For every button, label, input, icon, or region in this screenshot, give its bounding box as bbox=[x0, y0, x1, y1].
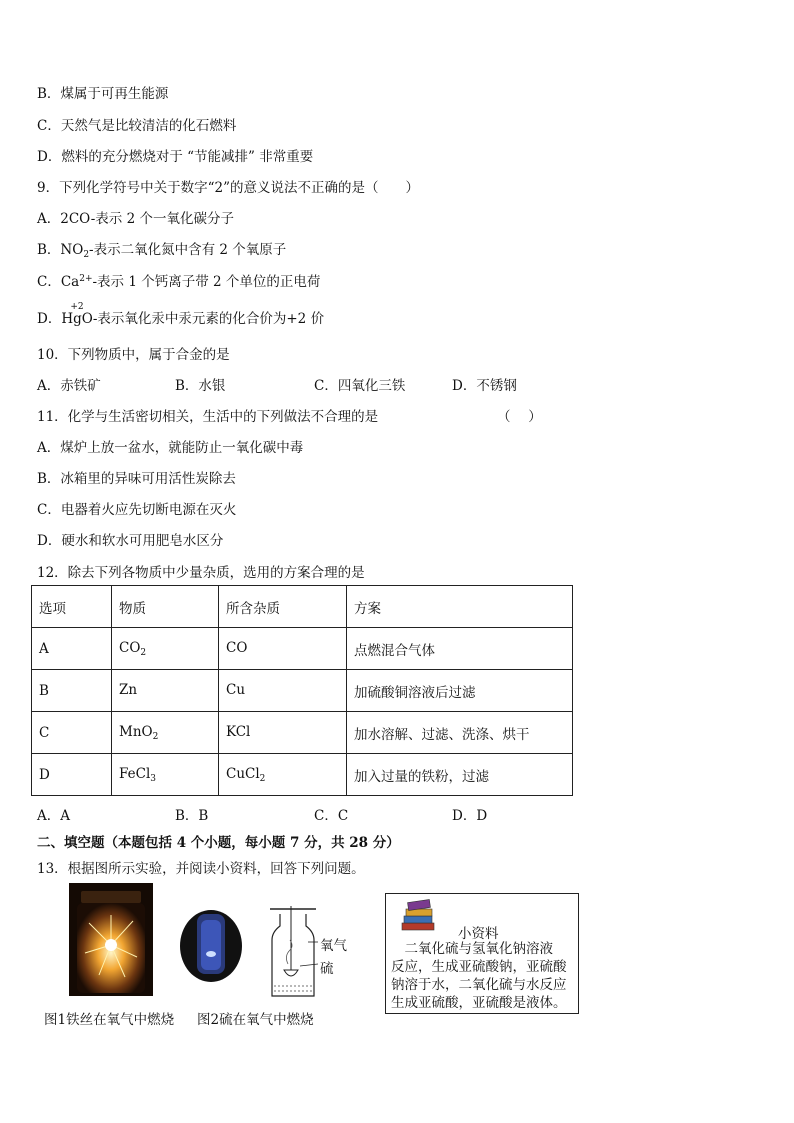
q11-answer-paren: （ ） bbox=[497, 409, 542, 425]
q9-option-b bbox=[37, 238, 286, 260]
books-icon bbox=[398, 899, 438, 933]
q9-d-prefix: D． bbox=[37, 311, 62, 327]
q10-stem: 10．下列物质中，属于合金的是 bbox=[37, 347, 230, 363]
formula-subscript: 3 bbox=[150, 773, 156, 784]
label-sulfur: 硫 bbox=[320, 961, 334, 977]
row-impurity bbox=[219, 670, 347, 712]
q12-option-a: A．A bbox=[37, 808, 70, 824]
q12-table bbox=[31, 585, 573, 796]
q8-option-d: D．燃料的充分燃烧对于 “节能减排” 非常重要 bbox=[37, 149, 314, 165]
table-row bbox=[32, 754, 573, 796]
q12-stem: 12．除去下列各物质中少量杂质，选用的方案合理的是 bbox=[37, 565, 365, 581]
formula-main: CO bbox=[226, 639, 248, 656]
iron-burning-photo bbox=[69, 883, 153, 996]
iron-burning-illustration bbox=[69, 883, 153, 996]
fig1-caption: 图1铁丝在氧气中燃烧 bbox=[44, 1012, 175, 1028]
q11-option-c: C．电器着火应先切断电源在灭火 bbox=[37, 502, 237, 518]
formula-main: MnO bbox=[119, 723, 153, 740]
header-impurity: 所含杂质 bbox=[219, 586, 347, 628]
row-substance bbox=[112, 712, 219, 754]
info-box-line: 生成亚硫酸，亚硫酸是液体。 bbox=[391, 995, 567, 1011]
row-plan: 加水溶解、过滤、洗涤、烘干 bbox=[347, 712, 573, 754]
formula-main: FeCl bbox=[119, 765, 151, 782]
row-impurity bbox=[219, 628, 347, 670]
q9-option-a: A．2CO-表示 2 个一氧化碳分子 bbox=[37, 211, 234, 227]
q11-option-b: B．冰箱里的异味可用活性炭除去 bbox=[37, 471, 236, 487]
row-impurity bbox=[219, 712, 347, 754]
q11-stem: 11．化学与生活密切相关，生活中的下列做法不合理的是 bbox=[37, 409, 379, 425]
row-option: A bbox=[32, 628, 112, 670]
q11-option-d: D．硬水和软水可用肥皂水区分 bbox=[37, 533, 224, 549]
table-row bbox=[32, 628, 573, 670]
formula-main: CO bbox=[119, 639, 141, 656]
row-plan: 加硫酸铜溶液后过滤 bbox=[347, 670, 573, 712]
q11-option-a: A．煤炉上放一盆水，就能防止一氧化碳中毒 bbox=[37, 440, 304, 456]
q12-option-c: C．C bbox=[314, 808, 349, 824]
info-box-title: 小资料 bbox=[458, 926, 499, 942]
info-box bbox=[385, 893, 579, 1014]
formula-main: Zn bbox=[119, 681, 138, 698]
q9-d-valence: +2 bbox=[70, 302, 84, 312]
formula-subscript: 2 bbox=[152, 731, 159, 742]
row-plan: 加入过量的铁粉，过滤 bbox=[347, 754, 573, 796]
q9-d-formula-group bbox=[61, 302, 93, 327]
sulfur-burning-photo bbox=[180, 906, 242, 982]
q9-b-suffix: -表示二氧化氮中含有 2 个氧原子 bbox=[89, 242, 287, 258]
q9-option-c bbox=[37, 270, 320, 290]
q10-option-c: C．四氧化三铁 bbox=[314, 378, 406, 394]
q9-c-prefix: C．Ca bbox=[37, 274, 80, 290]
formula-main: Cu bbox=[226, 681, 246, 698]
row-impurity bbox=[219, 754, 347, 796]
formula-subscript: 2 bbox=[259, 773, 266, 784]
row-plan: 点燃混合气体 bbox=[347, 628, 573, 670]
q9-d-suffix: -表示氧化汞中汞元素的化合价为+2 价 bbox=[92, 311, 325, 327]
label-oxygen: 氧气 bbox=[320, 938, 347, 954]
row-option: C bbox=[32, 712, 112, 754]
q10-option-d: D．不锈钢 bbox=[452, 378, 517, 394]
table-row bbox=[32, 670, 573, 712]
q10-option-b: B．水银 bbox=[175, 378, 226, 394]
gas-bottle-icon bbox=[268, 906, 318, 999]
row-substance bbox=[112, 670, 219, 712]
q10-option-a: A．赤铁矿 bbox=[37, 378, 101, 394]
table-row bbox=[32, 712, 573, 754]
info-box-line: 反应，生成亚硫酸钠，亚硫酸 bbox=[391, 959, 567, 975]
q9-b-prefix: B．NO bbox=[37, 242, 84, 258]
sulfur-bottle-diagram bbox=[268, 906, 318, 999]
q9-option-d bbox=[37, 302, 325, 327]
row-option: B bbox=[32, 670, 112, 712]
row-substance bbox=[112, 628, 219, 670]
header-substance: 物质 bbox=[112, 586, 219, 628]
info-box-line: 钠溶于水，二氧化硫与水反应 bbox=[391, 977, 567, 993]
q9-c-suffix: -表示 1 个钙离子带 2 个单位的正电荷 bbox=[92, 274, 321, 290]
table-header-row bbox=[32, 586, 573, 628]
q12-option-b: B．B bbox=[175, 808, 209, 824]
info-box-line: 二氧化硫与氢氧化钠溶液 bbox=[391, 941, 553, 957]
q8-option-c: C．天然气是比较清洁的化石燃料 bbox=[37, 118, 237, 134]
section-heading: 二、填空题（本题包括 4 个小题，每小题 7 分，共 28 分） bbox=[37, 835, 400, 851]
q13-stem: 13．根据图所示实验，并阅读小资料，回答下列问题。 bbox=[37, 861, 365, 877]
row-option: D bbox=[32, 754, 112, 796]
formula-subscript: 2 bbox=[140, 647, 147, 658]
fig2-caption: 图2硫在氧气中燃烧 bbox=[197, 1012, 314, 1028]
info-box-body bbox=[391, 940, 567, 1012]
formula-main: CuCl bbox=[226, 765, 260, 782]
formula-main: KCl bbox=[226, 723, 251, 740]
q9-b-subscript: 2 bbox=[83, 250, 90, 260]
q8-option-b: B．煤属于可再生能源 bbox=[37, 86, 169, 102]
row-substance bbox=[112, 754, 219, 796]
q9-c-superscript: 2+ bbox=[79, 274, 93, 284]
sulfur-burning-illustration bbox=[180, 906, 242, 982]
header-plan: 方案 bbox=[347, 586, 573, 628]
q9-d-formula: HgO bbox=[61, 311, 93, 327]
q9-stem: 9．下列化学符号中关于数字“2”的意义说法不正确的是（ ） bbox=[37, 180, 419, 196]
q12-option-d: D．D bbox=[452, 808, 488, 824]
header-option: 选项 bbox=[32, 586, 112, 628]
